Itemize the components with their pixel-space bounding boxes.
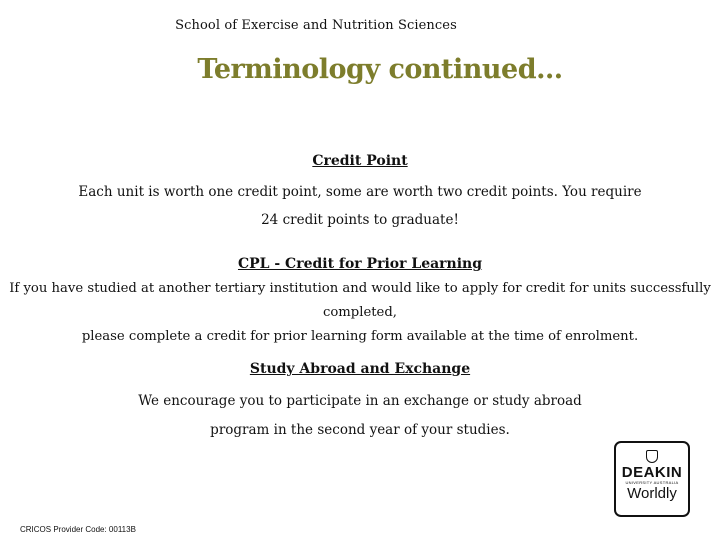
section-heading: CPL - Credit for Prior Learning xyxy=(237,256,483,272)
section-text-line: We encourage you to participate in an exchange or study abroad xyxy=(138,393,582,409)
logo-name: DEAKIN xyxy=(621,464,683,481)
section-heading: Credit Point xyxy=(312,153,408,169)
section-credit-point xyxy=(0,153,720,234)
section-text-line: 24 credit points to graduate! xyxy=(261,212,459,228)
section-text-line: Each unit is worth one credit point, some are worth two credit points. You require xyxy=(78,184,642,200)
section-text-line: please complete a credit for prior learning form available at the time of enrolment. xyxy=(81,329,639,344)
cricos-code: CRICOS Provider Code: 00113B xyxy=(20,525,136,534)
logo-tagline: Worldly xyxy=(627,485,677,502)
crest-icon xyxy=(646,450,658,463)
section-heading: Study Abroad and Exchange xyxy=(249,361,471,377)
logo-subtitle: UNIVERSITY AUSTRALIA xyxy=(625,480,679,485)
section-study-abroad xyxy=(0,361,720,445)
slide-title: Terminology continued… xyxy=(197,54,563,85)
school-name: School of Exercise and Nutrition Sciences xyxy=(175,18,457,33)
section-text-line: program in the second year of your studies. xyxy=(210,422,510,438)
deakin-logo xyxy=(614,441,690,517)
section-cpl xyxy=(0,256,720,349)
section-text-line: If you have studied at another tertiary institution and would like to apply for credit for units successfully completed, xyxy=(9,281,711,320)
